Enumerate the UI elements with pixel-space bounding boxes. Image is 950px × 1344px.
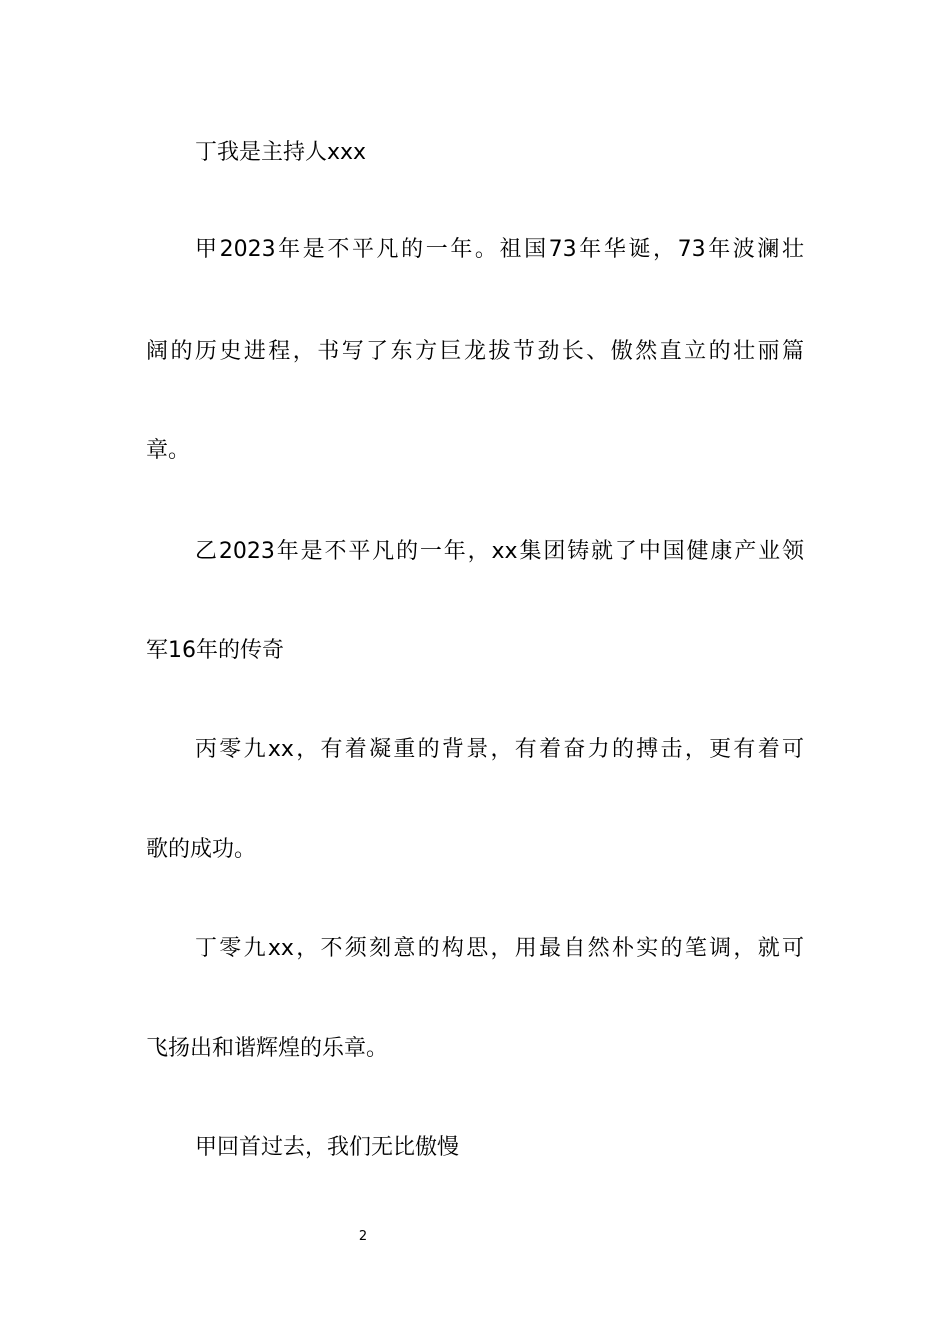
paragraph-line-3: 阔的历史进程，书写了东方巨龙拔节劲长、傲然直立的壮丽篇: [146, 339, 804, 364]
paragraph-line-10: 飞扬出和谐辉煌的乐章。: [146, 1036, 389, 1061]
paragraph-line-2: 甲2023年是不平凡的一年。祖国73年华诞，73年波澜壮: [195, 237, 804, 262]
page-number: 2: [358, 1229, 368, 1244]
paragraph-line-1: 丁我是主持人xxx: [195, 140, 367, 165]
paragraph-line-8: 歌的成功。: [146, 837, 257, 862]
paragraph-line-7: 丙零九xx，有着凝重的背景，有着奋力的搏击，更有着可: [195, 737, 804, 762]
paragraph-line-6: 军16年的传奇: [146, 638, 284, 663]
paragraph-line-9: 丁零九xx，不须刻意的构思，用最自然朴实的笔调，就可: [195, 936, 804, 961]
paragraph-line-11: 甲回首过去，我们无比傲慢: [195, 1135, 460, 1160]
paragraph-line-4: 章。: [146, 438, 191, 463]
paragraph-line-5: 乙2023年是不平凡的一年，xx集团铸就了中国健康产业领: [195, 539, 804, 564]
